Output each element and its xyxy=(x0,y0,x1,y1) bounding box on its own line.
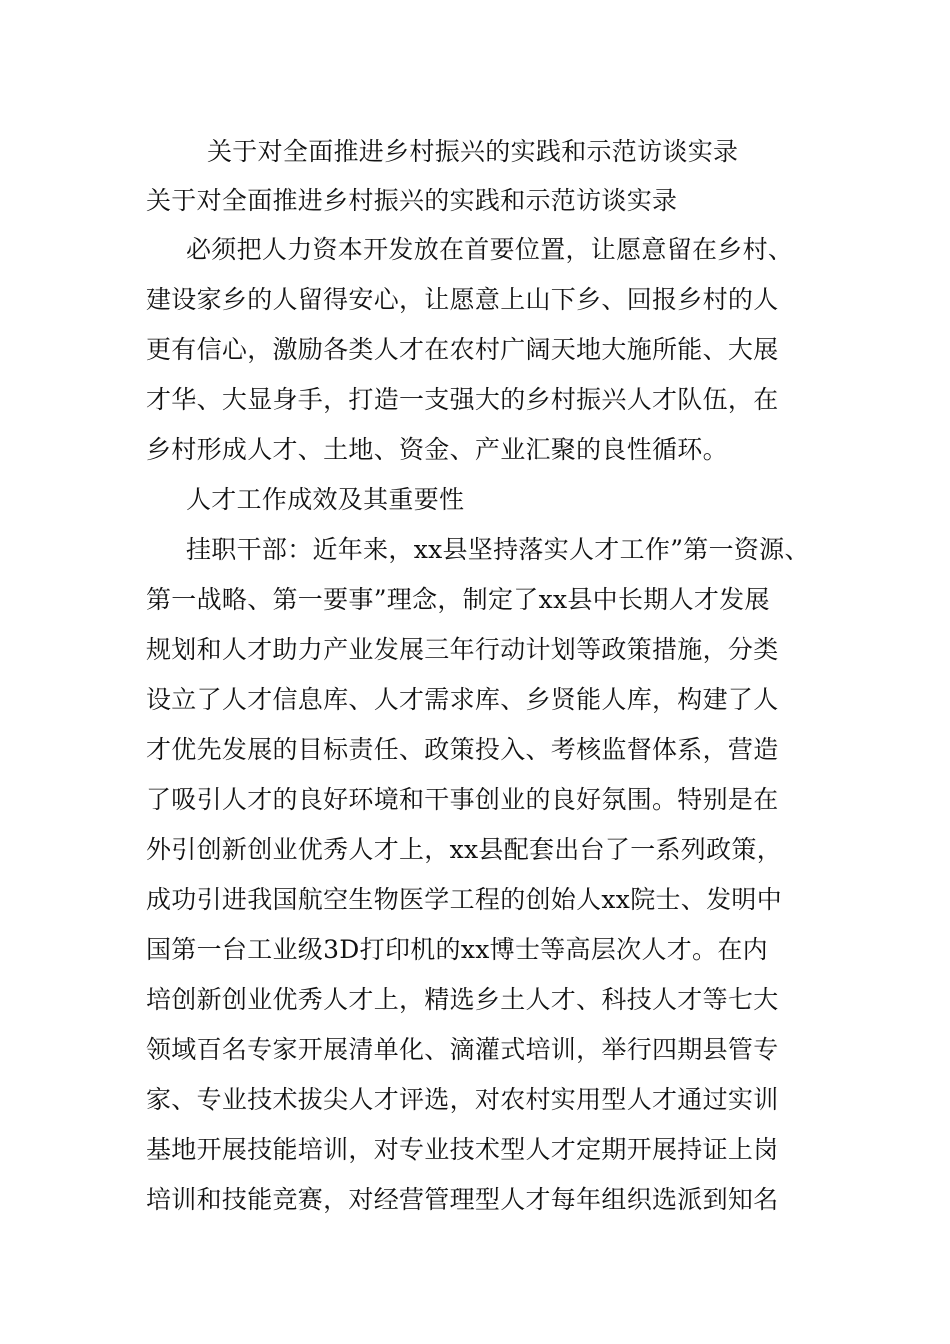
paragraph-line: 成功引进我国航空生物医学工程的创始人xx院士、发明中 xyxy=(146,885,783,914)
paragraph-line: 规划和人才助力产业发展三年行动计划等政策措施，分类 xyxy=(146,635,779,664)
paragraph-line: 国第一台工业级3D打印机的xx博士等高层次人才。在内 xyxy=(146,935,768,964)
paragraph-line: 了吸引人才的良好环境和干事创业的良好氛围。特别是在 xyxy=(146,785,779,814)
paragraph-line: 才优先发展的目标责任、政策投入、考核监督体系，营造 xyxy=(146,735,779,764)
paragraph-line: 挂职干部：近年来，xx县坚持落实人才工作”第一资源、 xyxy=(186,535,810,564)
paragraph-line: 设立了人才信息库、人才需求库、乡贤能人库，构建了人 xyxy=(146,685,779,714)
section-heading: 人才工作成效及其重要性 xyxy=(186,485,465,514)
paragraph-line: 基地开展技能培训，对专业技术型人才定期开展持证上岗 xyxy=(146,1135,779,1164)
paragraph-line: 建设家乡的人留得安心，让愿意上山下乡、回报乡村的人 xyxy=(146,285,779,314)
paragraph-line: 培训和技能竞赛，对经营管理型人才每年组织选派到知名 xyxy=(146,1185,779,1214)
document-title: 关于对全面推进乡村振兴的实践和示范访谈实录 xyxy=(207,137,739,166)
paragraph-line: 第一战略、第一要事”理念，制定了xx县中长期人才发展 xyxy=(146,585,770,614)
paragraph-line: 领域百名专家开展清单化、滴灌式培训，举行四期县管专 xyxy=(146,1035,779,1064)
paragraph-line: 才华、大显身手，打造一支强大的乡村振兴人才队伍，在 xyxy=(146,385,779,414)
paragraph-line: 必须把人力资本开发放在首要位置，让愿意留在乡村、 xyxy=(186,235,794,264)
paragraph-line: 更有信心，激励各类人才在农村广阔天地大施所能、大展 xyxy=(146,335,779,364)
paragraph-line: 乡村形成人才、土地、资金、产业汇聚的良性循环。 xyxy=(146,435,728,464)
document-subtitle: 关于对全面推进乡村振兴的实践和示范访谈实录 xyxy=(146,186,678,215)
paragraph-line: 外引创新创业优秀人才上，xx县配套出台了一系列政策， xyxy=(146,835,783,864)
paragraph-line: 培创新创业优秀人才上，精选乡土人才、科技人才等七大 xyxy=(146,985,779,1014)
paragraph-line: 家、专业技术拔尖人才评选，对农村实用型人才通过实训 xyxy=(146,1085,779,1114)
